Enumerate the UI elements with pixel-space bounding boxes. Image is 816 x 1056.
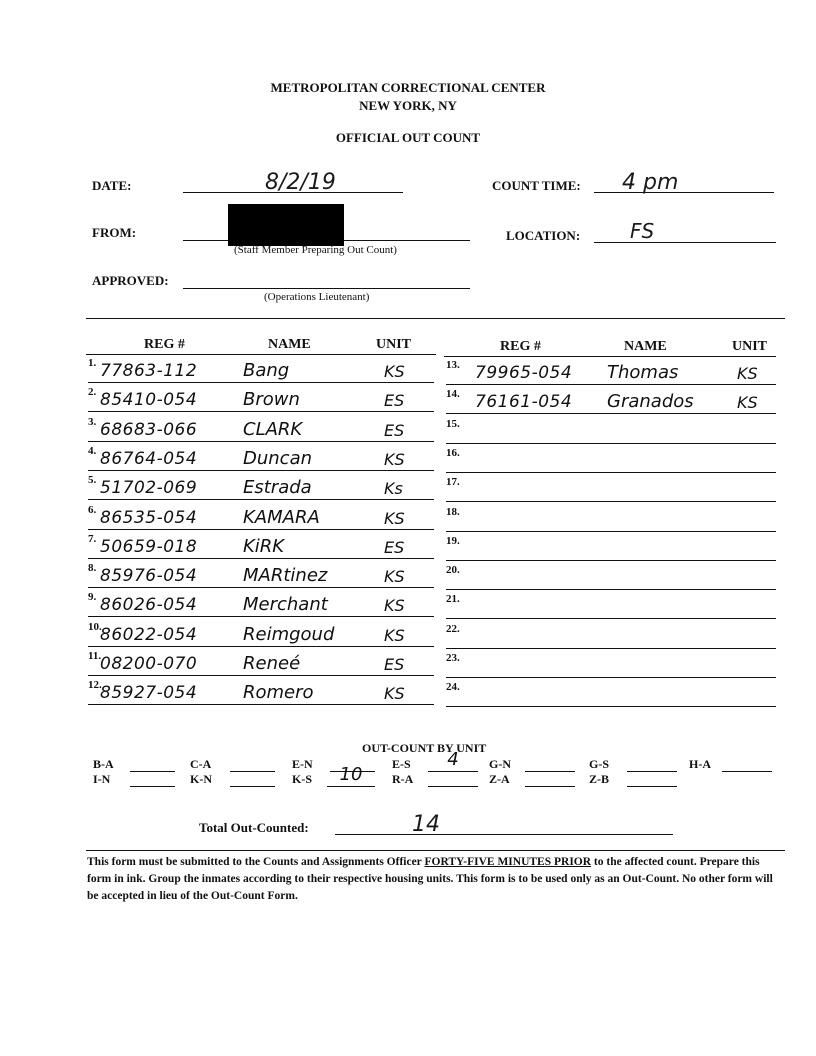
right-header-line [444, 356, 776, 357]
inmate-name[interactable]: KAMARA [243, 506, 320, 528]
location-label: LOCATION: [506, 228, 581, 243]
redaction-box [228, 204, 344, 246]
count-time-line [594, 192, 774, 193]
reg-number[interactable]: 68683-066 [100, 419, 198, 440]
row-line [446, 501, 776, 502]
unit-label: Z-B [589, 772, 610, 786]
unit-label: H-A [689, 757, 711, 771]
unit-label: E-S [392, 757, 411, 771]
row-number: 21. [446, 593, 460, 606]
from-label: FROM: [92, 225, 137, 240]
unit-label: Z-A [489, 772, 510, 786]
row-line [88, 616, 434, 617]
row-number: 14. [446, 388, 460, 401]
left-reg-header: REG # [144, 337, 185, 352]
unit-code[interactable]: ES [384, 420, 405, 440]
row-line [446, 413, 776, 414]
reg-number[interactable]: 85927-054 [100, 683, 198, 704]
total-line [335, 834, 673, 835]
row-line [88, 558, 434, 559]
unit-count-line [428, 771, 478, 772]
inmate-name[interactable]: CLARK [243, 418, 303, 440]
row-number: 7. [88, 532, 97, 545]
footer-text-2: to the affected count. Prepare this form in ink. Group the inmates according to their respective housing units. This form is to be used only as an Out-Count. No other form will be accepted in lieu of the Out-Count Form. [87, 856, 773, 902]
inmate-name[interactable]: KiRK [243, 535, 285, 557]
unit-label: G-S [589, 757, 610, 771]
row-number: 6. [88, 503, 97, 516]
inmate-name[interactable]: Romero [243, 682, 314, 704]
row-number: 17. [446, 476, 460, 489]
row-line [88, 470, 434, 471]
row-line [446, 648, 776, 649]
inmate-name[interactable]: Merchant [243, 594, 328, 616]
inmate-name[interactable]: Granados [607, 391, 694, 413]
row-line [446, 384, 776, 385]
row-number: 3. [88, 415, 97, 428]
left-unit-header: UNIT [376, 337, 412, 352]
approved-caption: (Operations Lieutenant) [264, 291, 370, 303]
unit-code[interactable]: KS [384, 625, 405, 645]
unit-count-line [230, 786, 275, 787]
unit-code[interactable]: ES [384, 655, 405, 674]
out-count-title: OUT-COUNT BY UNIT [362, 741, 487, 755]
row-number: 20. [446, 564, 460, 577]
institution-city: NEW YORK, NY [359, 98, 457, 113]
reg-number[interactable]: 77863-112 [100, 361, 198, 381]
unit-code[interactable]: KS [384, 449, 405, 469]
row-line [446, 706, 776, 707]
total-value[interactable]: 14 [412, 812, 440, 837]
row-number: 23. [446, 652, 460, 664]
unit-label: G-N [489, 757, 511, 771]
row-line [88, 411, 434, 412]
row-line [88, 529, 434, 530]
row-number: 19. [446, 534, 460, 547]
unit-count-line [230, 771, 275, 772]
reg-number[interactable]: 85410-054 [100, 390, 198, 411]
row-line [446, 560, 776, 561]
location-line [594, 242, 776, 243]
unit-code[interactable]: KS [737, 364, 758, 383]
row-line [446, 677, 776, 678]
row-number: 22. [446, 622, 460, 635]
footer-divider [86, 850, 785, 851]
row-number: 15. [446, 417, 460, 430]
row-number: 10. [88, 620, 102, 633]
reg-number[interactable]: 86535-054 [100, 507, 198, 528]
inmate-name[interactable]: Reimgoud [243, 623, 335, 645]
inmate-name[interactable]: Thomas [607, 362, 679, 383]
row-number: 1. [88, 357, 97, 369]
right-unit-header: UNIT [732, 339, 768, 354]
unit-count-line [327, 786, 375, 787]
row-line [88, 499, 434, 500]
unit-count-value[interactable]: 4 [447, 749, 459, 770]
unit-count-line [130, 786, 175, 787]
unit-code[interactable]: ES [384, 391, 405, 411]
row-line [88, 587, 434, 588]
reg-number[interactable]: 86022-054 [100, 624, 198, 645]
institution-name: METROPOLITAN CORRECTIONAL CENTER [270, 80, 546, 95]
approved-line [183, 288, 470, 289]
row-number: 24. [446, 681, 460, 694]
inmate-name[interactable]: Reneé [243, 653, 301, 674]
row-number: 4. [88, 444, 97, 457]
form-title: OFFICIAL OUT COUNT [335, 130, 481, 145]
inmate-name[interactable]: MARtinez [243, 565, 328, 587]
inmate-name[interactable]: Bang [243, 360, 290, 381]
count-time-label: COUNT TIME: [492, 178, 581, 193]
reg-number[interactable]: 85976-054 [100, 566, 198, 587]
footer-instructions [87, 854, 777, 905]
reg-number[interactable]: 51702-069 [100, 478, 198, 499]
unit-code[interactable]: Ks [384, 479, 403, 499]
unit-label: K-N [190, 772, 212, 786]
total-label: Total Out-Counted: [199, 820, 309, 835]
unit-count-value[interactable]: 10 [339, 764, 363, 785]
row-number: 13. [446, 359, 460, 371]
unit-label: C-A [190, 757, 212, 771]
unit-count-line [428, 786, 478, 787]
row-line [88, 441, 434, 442]
reg-number[interactable]: 79965-054 [475, 363, 573, 383]
right-name-header: NAME [624, 339, 667, 354]
unit-label: I-N [93, 772, 111, 786]
row-line [446, 472, 776, 473]
row-number: 5. [88, 474, 97, 487]
row-line [446, 443, 776, 444]
unit-label: B-A [93, 757, 114, 771]
reg-number[interactable]: 76161-054 [475, 392, 573, 413]
left-name-header: NAME [268, 337, 311, 352]
reg-number[interactable]: 86764-054 [100, 448, 198, 469]
row-line [446, 618, 776, 619]
row-number: 18. [446, 505, 460, 518]
row-line [446, 531, 776, 532]
unit-count-line [130, 771, 175, 772]
left-header-line [86, 354, 436, 355]
row-number: 16. [446, 446, 460, 459]
footer-emphasis: FORTY-FIVE MINUTES PRIOR [424, 856, 592, 868]
unit-code[interactable]: KS [384, 596, 405, 616]
unit-count-line [525, 786, 575, 787]
unit-code[interactable]: KS [384, 508, 405, 528]
reg-number[interactable]: 86026-054 [100, 595, 198, 616]
inmate-name[interactable]: Duncan [243, 447, 313, 469]
unit-count-line [525, 771, 575, 772]
unit-code[interactable]: KS [384, 567, 405, 587]
from-caption: (Staff Member Preparing Out Count) [234, 244, 397, 256]
section-divider [86, 318, 785, 319]
unit-count-line [627, 771, 677, 772]
row-line [88, 704, 434, 705]
row-number: 11. [88, 650, 102, 662]
row-number: 2. [88, 386, 97, 399]
date-value[interactable]: 8/2/19 [265, 170, 336, 195]
reg-number[interactable]: 08200-070 [100, 654, 198, 674]
unit-label: R-A [392, 772, 414, 786]
row-number: 12. [88, 679, 102, 692]
unit-label: E-N [292, 757, 313, 771]
approved-label: APPROVED: [92, 273, 169, 288]
unit-code[interactable]: ES [384, 537, 405, 557]
date-label: DATE: [92, 178, 132, 193]
unit-code[interactable]: KS [384, 362, 405, 381]
row-number: 8. [88, 562, 97, 575]
row-line [88, 675, 434, 676]
row-line [446, 589, 776, 590]
footer-text-1: This form must be submitted to the Counts and Assignments Officer [87, 856, 425, 868]
right-reg-header: REG # [500, 339, 541, 354]
inmate-name[interactable]: Estrada [243, 477, 312, 499]
count-time-value[interactable]: 4 pm [622, 170, 679, 195]
unit-count-line [627, 786, 677, 787]
unit-code[interactable]: KS [737, 393, 758, 413]
unit-code[interactable]: KS [384, 684, 405, 704]
row-line [88, 382, 434, 383]
row-number: 9. [88, 591, 97, 604]
reg-number[interactable]: 50659-018 [100, 536, 198, 557]
row-line [88, 646, 434, 647]
location-value[interactable]: FS [630, 219, 655, 243]
unit-count-line [722, 771, 772, 772]
inmate-name[interactable]: Brown [243, 389, 300, 411]
unit-label: K-S [292, 772, 313, 786]
